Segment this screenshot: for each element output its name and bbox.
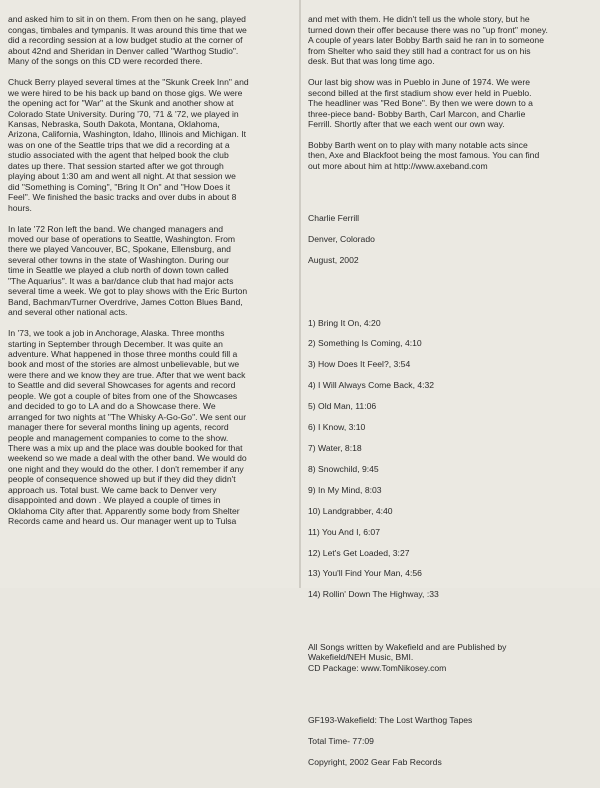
track-item: 14) Rollin' Down The Highway, :33	[308, 589, 439, 600]
page-fold-divider	[299, 0, 301, 588]
track-list	[308, 307, 593, 610]
track-item: 2) Something Is Coming, 4:10	[308, 338, 422, 349]
track-item: 5) Old Man, 11:06	[308, 401, 377, 412]
catalog-block	[308, 704, 593, 777]
catalog-title: GF193-Wakefield: The Lost Warthog Tapes	[308, 714, 473, 725]
paragraph: and met with them. He didn't tell us the whole story, but he turned down their offer because there was no "up front" money. A couple of years later Bobby Barth said he ran in to someone from Shelter who said they still had a contract for us on his desk. But that was long time ago.	[308, 14, 548, 67]
right-text-column	[308, 4, 593, 788]
track-item: 6) I Know, 3:10	[308, 422, 366, 433]
left-text-column	[8, 4, 296, 537]
track-item: 10) Landgrabber, 4:40	[308, 505, 393, 516]
track-item: 13) You'll Find Your Man, 4:56	[308, 568, 422, 579]
signature-location: Denver, Colorado	[308, 233, 375, 244]
total-time: Total Time- 77:09	[308, 735, 374, 746]
track-item: 7) Water, 8:18	[308, 443, 362, 453]
track-item: 8) Snowchild, 9:45	[308, 463, 379, 474]
paragraph: In '73, we took a job in Anchorage, Alaska. Three months starting in September through December. It was quite an adventure. What happened in those three months could fill a book and most of the stories are almost unbelievable, but we were there and we know they are true. After that we went back to Seattle and did several Showcases for agents and record people. We got a couple of bites from one of the Showcases and decided to go to LA and do a Showcase there. We arranged for two nights at "The Whisky A-Go-Go". We sent our manager there for several months lining up agents, record people and management companies to come to the show. There was a mix up and the place was double booked for that weekend so we made a deal with the other band. We would do one night and they would do the other. I don't remember if any people of consequence showed up but if they did they didn't approach us. Total bust. We came back to Denver very disappointed and down . We played a couple of times in Oklahoma City after that. Apparently some body from Shelter Records came and heard us. Our manager went up to Tulsa	[8, 328, 247, 527]
credits: All Songs written by Wakefield and are Published by Wakefield/NEH Music, BMI. CD Package: www.TomNikosey.com	[308, 641, 507, 673]
paragraph: and asked him to sit in on them. From then on he sang, played congas, timbales and tympanis. It was around this time that we did a recording session at a low budget studio at the corner of about 42nd and Sheridan in Denver called "Warthog Studio". Many of the songs on this CD were recorded there.	[8, 14, 247, 67]
paragraph: Our last big show was in Pueblo in June of 1974. We were second billed at the first stadium show ever held in Pueblo. The headliner was "Red Bone". By then we were down to a three-piece band- Bobby Barth, Carl Marcon, and Charlie Ferrill. Shortly after that we each went our own way.	[308, 77, 533, 129]
track-item: 9) In My Mind, 8:03	[308, 484, 382, 495]
copyright: Copyright, 2002 Gear Fab Records	[308, 756, 442, 767]
track-item: 12) Let's Get Loaded, 3:27	[308, 547, 410, 558]
signature-date: August, 2002	[308, 254, 359, 265]
paragraph: Bobby Barth went on to play with many notable acts since then, Axe and Blackfoot being the most famous. You can find out more about him at http://www.axeband.com	[308, 139, 540, 171]
track-item: 3) How Does It Feel?, 3:54	[308, 359, 411, 370]
track-item: 1) Bring It On, 4:20	[308, 317, 381, 328]
paragraph: Chuck Berry played several times at the "Skunk Creek Inn" and we were hired to be his back up band on those gigs. We were the opening act for "War" at the Skunk and another show at Colorado State University. During '70, '71 & '72, we played in Kansas, Nebraska, South Dakota, Montana, Oklahoma, Arizona, California, Washington, Idaho, Illinois and Michigan. It was on one of the Seattle trips that we did a recording at a studio associated with the agent that helped book the club dates up there. That session started after we got through playing about 1:30 am and went all night. At that session we did "Something is Coming", "Bring It On" and "How Does it Feel". We finished the basic tracks and over dubs in about 8 hours.	[8, 77, 249, 213]
signature-name: Charlie Ferrill	[308, 213, 360, 224]
track-item: 11) You And I, 6:07	[308, 526, 380, 537]
paragraph: In late '72 Ron left the band. We changed managers and moved our base of operations to Seattle, Washington. From there we played Vancouver, BC, Spokane, Ellensburg, and several other towns in the state of Washington. During our time in Seattle we played a club north of down town called "The Aquarius". It was a bar/dance club that had major acts several time a week. We got to play shows with the Eric Burton Band, Bachman/Turner Overdrive, James Cotton Blues Band, and several other national acts.	[8, 223, 248, 318]
track-item: 4) I Will Always Come Back, 4:32	[308, 380, 435, 391]
signature-block	[308, 203, 593, 276]
